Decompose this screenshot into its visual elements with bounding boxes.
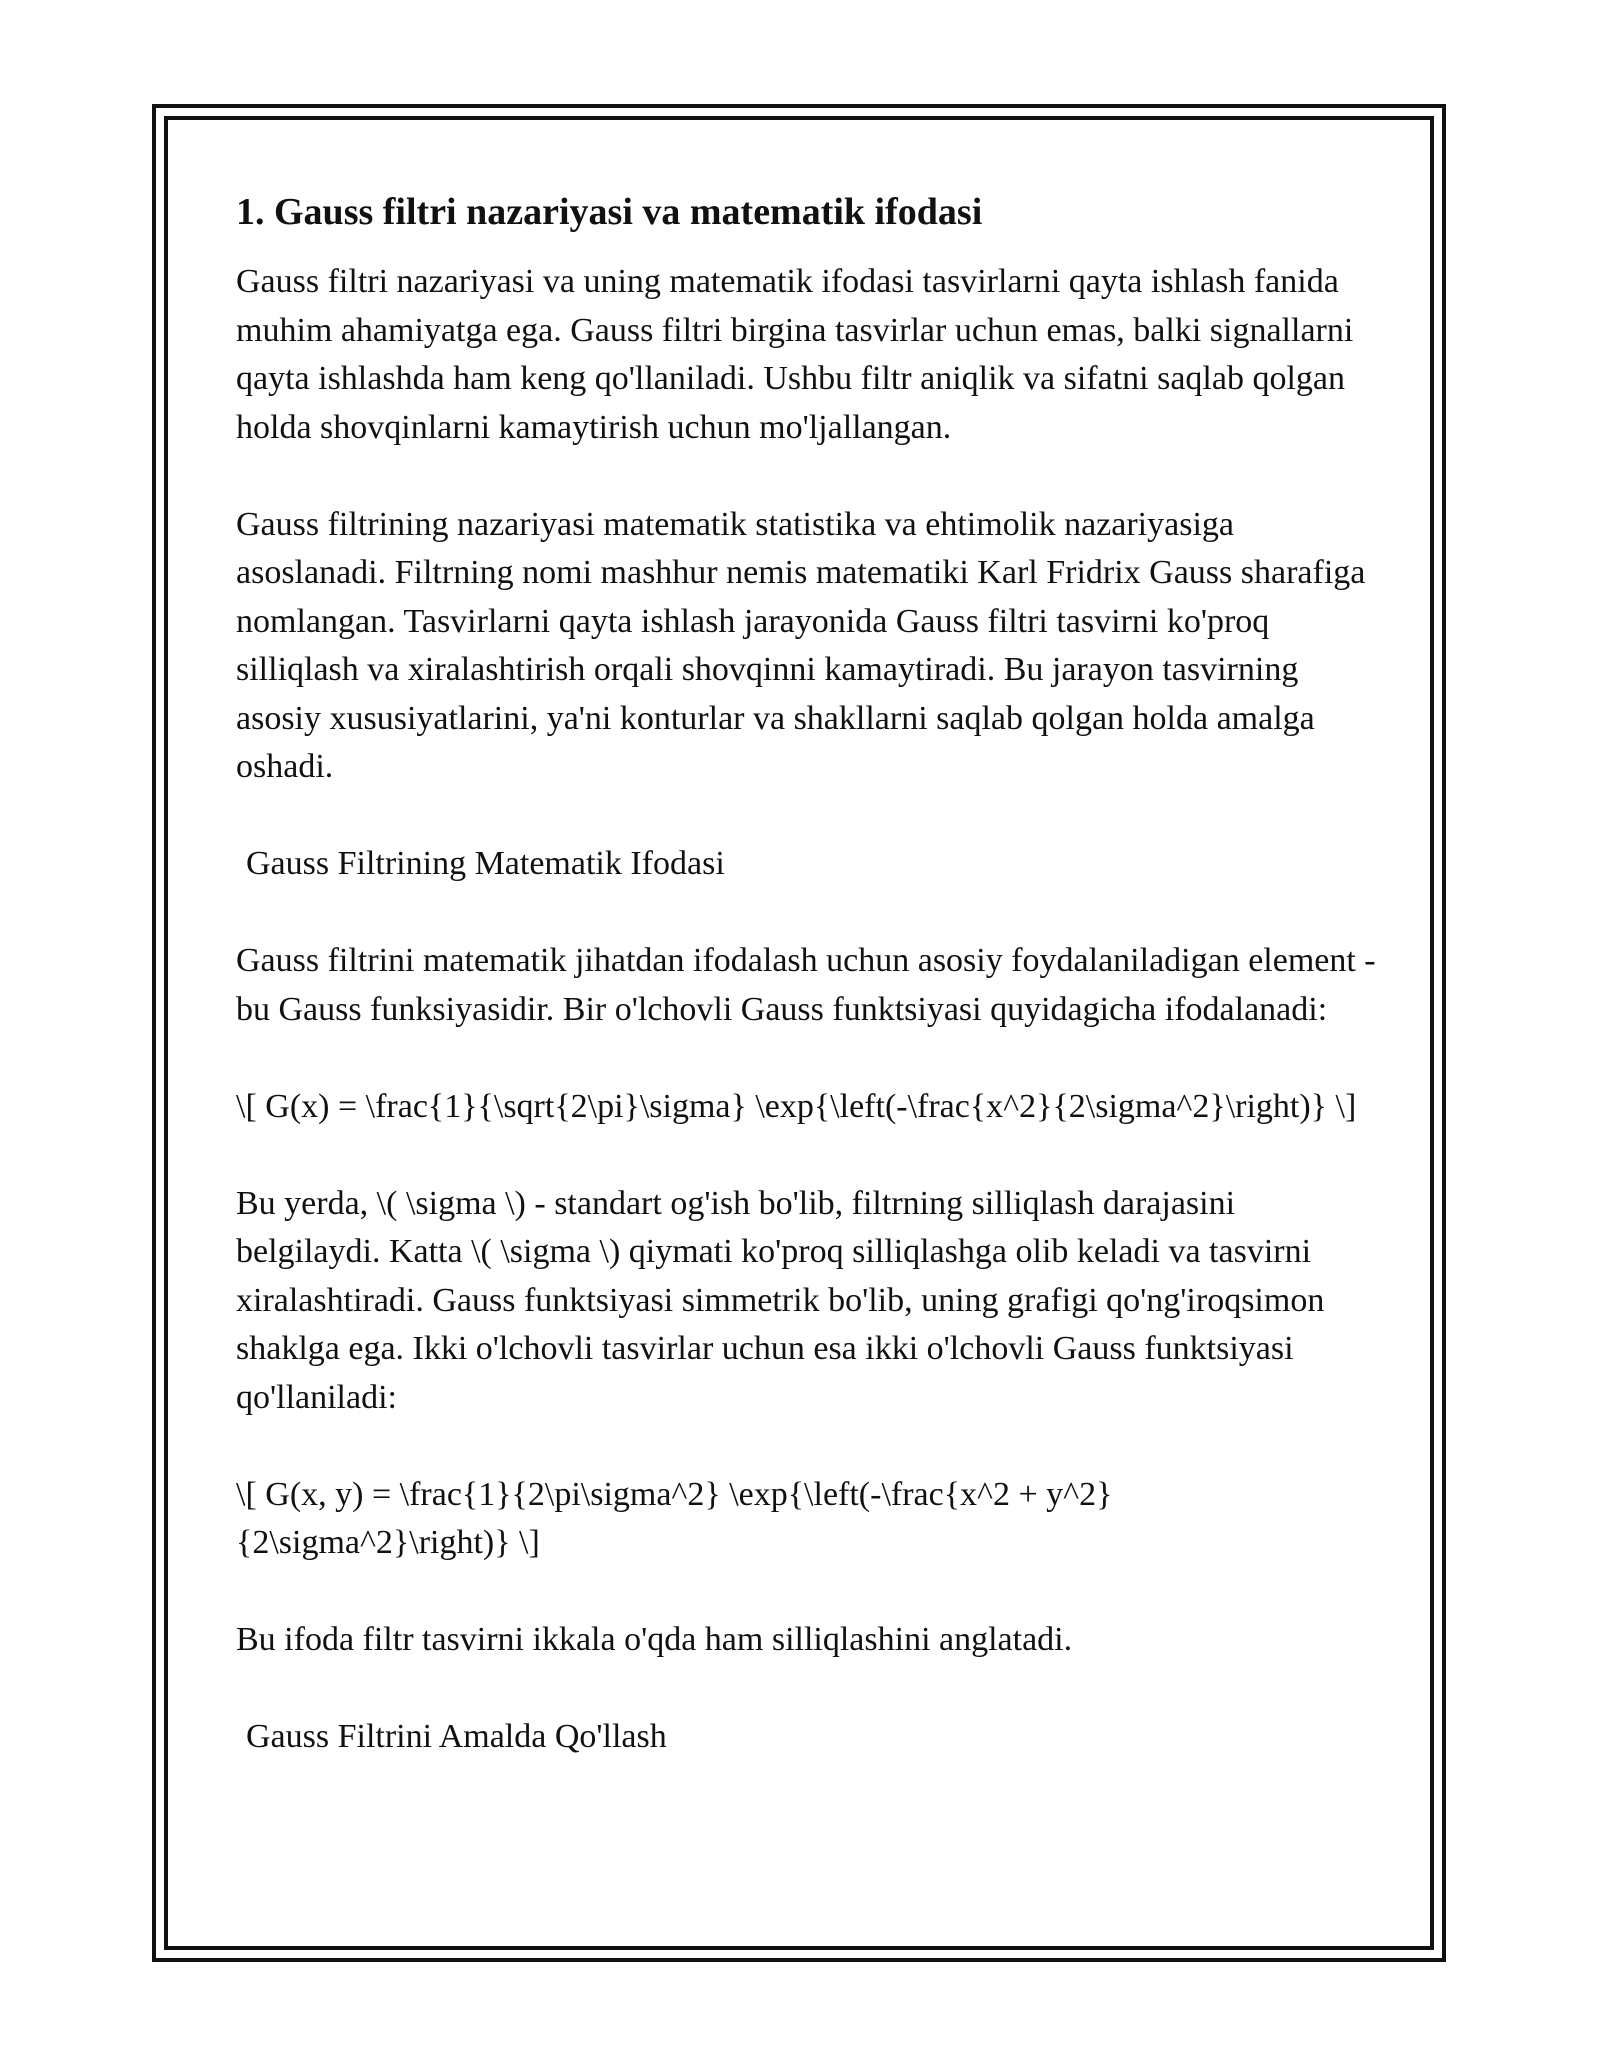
- formula-1d: \[ G(x) = \frac{1}{\sqrt{2\pi}\sigma} \exp{\left(-\frac{x^2}{2\sigma^2}\right)} \]: [236, 1087, 1357, 1125]
- paragraph-conclusion: Bu ifoda filtr tasvirni ikkala o'qda ham silliqlashini anglatadi.: [236, 1621, 1073, 1658]
- paragraph-intro: Gauss filtri nazariyasi va uning matematik ifodasi tasvirlarni qayta ishlash fanida muhim ahamiyatga ega. Gauss filtri birgina tasvirlar uchun emas, balki signallarni qayta ishlashda ham keng qo'llaniladi. Ushbu filtr aniqlik va sifatni saqlab qolgan holda shovqinlarni kamaytirish uchun mo'ljallangan.: [236, 263, 1354, 446]
- formula-2d: \[ G(x, y) = \frac{1}{2\pi\sigma^2} \exp{\left(-\frac{x^2 + y^2}{2\sigma^2}\right)} \]: [236, 1475, 1113, 1561]
- subheading-math-expression: Gauss Filtrining Matematik Ifodasi: [246, 845, 725, 882]
- document-body: [236, 188, 1376, 1810]
- paragraph-theory: Gauss filtrining nazariyasi matematik statistika va ehtimolik nazariyasiga asoslanadi. Filtrning nomi mashhur nemis matematiki Karl Fridrix Gauss sharafiga nomlangan. Tasvirlarni qayta ishlash jarayonida Gauss filtri tasvirni ko'proq silliqlash va xiralashtirish orqali shovqinni kamaytiradi. Bu jarayon tasvirning asosiy xususiyatlarini, ya'ni konturlar va shakllarni saqlab qolgan holda amalga oshadi.: [236, 505, 1366, 785]
- subheading-practical-use: Gauss Filtrini Amalda Qo'llash: [246, 1718, 667, 1755]
- paragraph-gauss-function: Gauss filtrini matematik jihatdan ifodalash uchun asosiy foydalaniladigan element - bu Gauss funksiyasidir. Bir o'lchovli Gauss funktsiyasi quyidagicha ifodalanadi:: [236, 942, 1376, 1028]
- paragraph-sigma: Bu yerda, \( \sigma \) - standart og'ish bo'lib, filtrning silliqlash darajasini belgilaydi. Katta \( \sigma \) qiymati ko'proq silliqlashga olib keladi va tasvirni xiralashtiradi. Gauss funktsiyasi simmetrik bo'lib, uning grafigi qo'ng'iroqsimon shaklga ega. Ikki o'lchovli tasvirlar uchun esa ikki o'lchovli Gauss funktsiyasi qo'llaniladi:: [236, 1184, 1325, 1416]
- section-heading: 1. Gauss filtri nazariyasi va matematik ifodasi: [236, 191, 983, 233]
